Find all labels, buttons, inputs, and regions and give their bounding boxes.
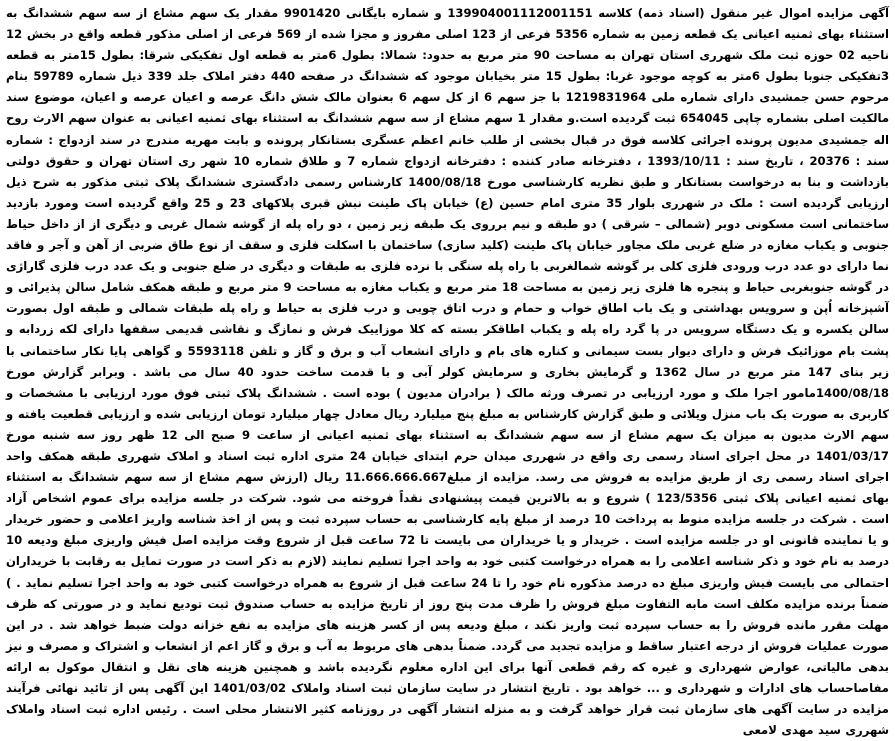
auction-notice	[6, 3, 890, 738]
notice-body: آگهی مزایده اموال غیر منقول (اسناد ذمه) کلاسه 139904001112001151 و شماره بایگانی 9901420 مقدار یک سهم مشاع از سه سهم ششدانگ به استثناء بهای ثمنیه اعیانی یک قطعه زمین به شماره 5356 فرعی از 123 اصلی مفروز و مجزا شده از 569 فرعی از اصلی مذکور قطعه واقع در بخش 12 ناحیه 02 حوزه ثبت ملک شهرری استان تهران به مساحت 90 متر مربع به حدود: شمالا: بطول 6متر به قطعه اول تفکیکی شرقا: بطول 15متر به قطعه 3تفکیکی جنوبا بطول 6متر به کوچه موجود غربا: بطول 15 متر بخیابان موجود که ششدانگ در صفحه 440 دفتر املاک جلد 339 ذیل شماره 59789 بنام مرحوم حسن جمشیدی دارای شماره ملی 1219831964 با جز سهم 6 از کل سهم 6 بعنوان مالک شش دانگ عرصه و اعیان عرصه و اعیان، موضوع سند مالکیت اصلی بشماره چاپی 654045 ثبت گردیده است.و مقدار 1 سهم مشاع از سه سهم ششدانگ به استثناء بهای ثمنیه اعیانی به عنوان سهم الارث روح اله جمشیدی مدیون پرونده اجرائی کلاسه فوق در قبال بخشی از طلب خانم اعظم عسگری بستانکار پرونده و بابت مهریه مندرج در سند ازدواج : شماره سند : 20376 ، تاریخ سند : 1393/10/11 ، دفترخانه صادر کننده : دفترخانه ازدواج شماره 7 و طلاق شماره 10 شهر ری استان تهران و حقوق دولتی بازداشت و بنا به درخواست بستانکار و طبق نظریه کارشناسی مورخ 1400/08/18 کارشناس رسمی دادگستری ششدانگ پلاک ثبتی مذکور به شرح ذیل ارزیابی گردیده است : ملک در شهرری بلوار 35 متری امام حسین (ع) خیابان پاک طینت نبش قبری پلاکهای 23 و 25 واقع گردیده است ومورد بازدید ساختمانی است مسکونی دوبر (شمالی – شرقی ) دو طبقه و نیم برروی یک طبقه زیر زمین ، دو راه پله از گوشه شمال غربی و دیگری از از داخل حیاط جنوبی و یکباب مغازه در ضلع غربی ملک مجاور خیابان پاک طینت (کلید سازی) ساختمان با اسکلت فلزی و سقف از نوع طاق ضربی از آهن و آجر و فاقد نما دارای دو عدد درب ورودی فلزی کلی بر گوشه شمالغربی با راه پله سنگی با نرده فلزی به طبقات و دیگری در ضلع جنوبی و یک عدد درب فلزی گاراژی در گوشه جنوبغربی حیاط و پنجره ها فلزی زیر زمین به مساحت 18 متر مربع و یکباب مغازه به مساحت 9 متر مربع و طبقه همکف شامل سالن پذیرائی و آشپزخانه اُپن و سرویس بهداشتی و یک باب اطاق خواب و حمام و درب اتاق چوبی و درب فلزی به حیاط و راه پله طبقات شمالی و طبقه اول بصورت سالن یکسره و یک دستگاه سرویس در پا گرد راه پله و یکباب اطاقکر بسته که کلا موزاییک فرش و نمازگ و نقاشی قدیمی سقفها دارای لکه زردابه و پشت بام موزائیک فرش و دارای دیوار بست سیمانی و کناره های بام و دارای انشعاب آب و برق و گاز و تلفن 5593118 و گواهی پایا نکار ساختمانی با زیر بنای 147 متر مربع در سال 1362 و گرمایش بخاری و سرمایش کولر آبی و با قدمت ساخت حدود 40 سال می باشد . وبرابر گزارش مورخ 1400/08/18مامور اجرا ملک و مورد ارزیابی در تصرف ورثه مالک ( برادران مدیون ) بوده است . ششدانگ پلاک ثبتی فوق مورد ارزیابی با مشخصات و کاربری به صورت یک باب منزل ویلائی و طبق گزارش کارشناس به مبلغ پنج میلیارد ریال معادل چهار میلیارد تومان ارزیابی شده و ارزیابی قطعیت یافته و سهم الارث مدیون به میزان یک سهم مشاع از سه سهم ششدانگ به استثناء بهای ثمنیه اعیانی از ساعت 9 صبح الی 12 ظهر روز سه شنبه مورخ 1401/03/17 در محل اجرای اسناد رسمی ری واقع در شهرری میدان حرم ابتدای خیابان 24 متری اداره ثبت اسناد و املاک شهرری طبقه همکف واحد اجرای اسناد رسمی ری از طریق مزایده به فروش می رسد. مزایده از مبلغ11.666.666.667 ریال (ارزش سهم مشاع از سه سهم ششدانگ به استثناء بهای ثمنیه اعیانی پلاک ثبتی 123/5356 ) شروع و به بالاترین قیمت پیشنهادی نقداً فروخته می شود. شرکت در جلسه مزایده برای عموم اشخاص آزاد است . شرکت در جلسه مزایده منوط به پرداخت 10 درصد از مبلغ پایه کارشناسی به حساب سپرده ثبت و پس از اخذ شناسه واریز اعلامی و حضور خریدار و یا نماینده قانونی او در جلسه مزایده است . خریدار و یا خریداران می بایست تا 72 ساعت قبل از شروع وقت مزایده اصل فیش واریزی مبلغ ودیعه 10 درصد به نام خود و ذکر شناسه اعلامی را به همراه درخواست کتبی خود به واحد اجرا تسلیم نمایند (لازم به ذکر است در صورت تمایل به رقابت با خریداران احتمالی می بایست فیش واریزی مبلغ ده درصد مذکوره نام خود را تا 24 ساعت قبل از شروع به همراه درخواست کتبی خود به واحد اجرا تسلیم نماید . ) ضمناً برنده مزایده مکلف است مابه التفاوت مبلغ فروش را ظرف مدت پنج روز از تاریخ مزایده به حساب صندوق ثبت تودیع نماید و در صورتی که ظرف مهلت مقرر مانده فروش را به حساب سپرده ثبت واریز نکند ، مبلغ ودیعه پس از کسر هزینه های مزایده به نفع خزانه دولت ضبط خواهد شد . در این صورت عملیات فروش از درجه اعتبار ساقط و مزایده تجدید می گردد. ضمناً بدهی های مربوط به آب و برق و گاز اعم از انشعاب و اشتراک و مصرف و نیز بدهی مالیاتی، عوارض شهرداری و غیره که رقم قطعی آنها برای این اداره معلوم نگردیده باشد و همچنین هزینه های نقل و انتقال موکول به ارائه مفاصاحساب های ادارات و شهرداری و ... خواهد بود . تاریخ انتشار در سایت سازمان ثبت اسناد واملاک 1401/03/02 این آگهی پس از تائید نهائی فرآیند مزایده در سایت آگهی های سازمان ثبت قرار خواهد گرفت و به منزله انتشار آگهی در روزنامه کثیر الانتشار محلی است . رئیس اداره ثبت اسناد واملاک شهرری سید مهدی لامعی	[6, 6, 890, 738]
